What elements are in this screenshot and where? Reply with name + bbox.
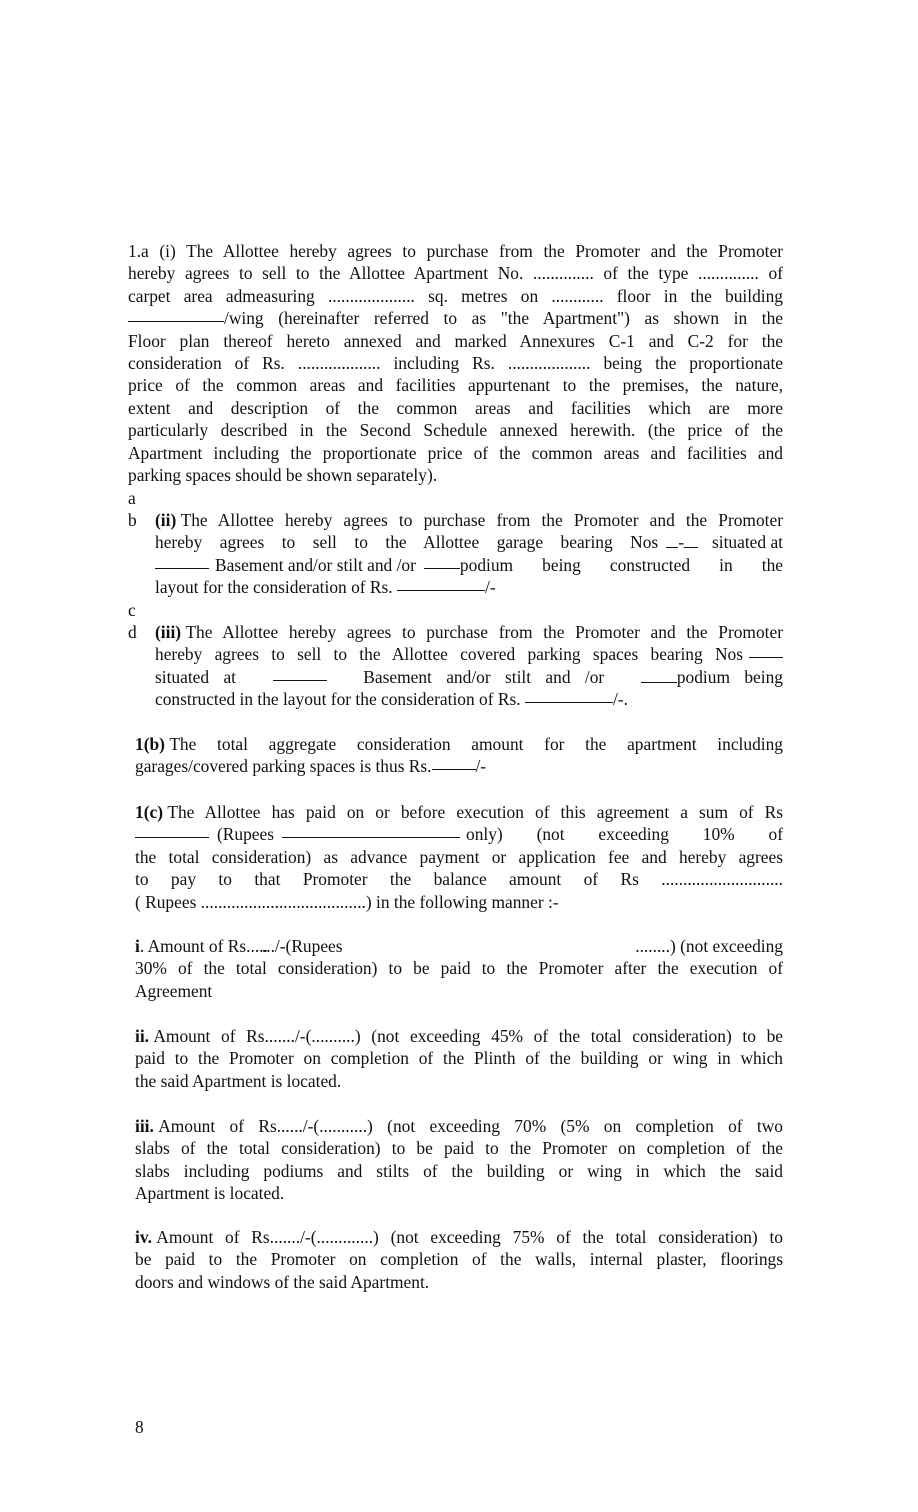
page-number: 8 [135, 1417, 144, 1437]
text-line: extent and description of the common areas and facilities which are more [128, 397, 783, 418]
list-marker-a: a [128, 488, 136, 508]
text-line: 30% of the total consideration) to be paid to the Promoter after the execution of [135, 958, 783, 979]
installment-label: iii. [135, 1116, 154, 1136]
clause-label: 1(c) [135, 802, 163, 822]
blank-line-building [128, 307, 224, 322]
text-line: particularly described in the Second Schedule annexed herewith. (the price of the [128, 420, 783, 441]
list-marker-d: d [128, 622, 137, 642]
clause-1b [135, 733, 783, 778]
text-line: (Rupees only) (not exceeding 10% of [135, 823, 783, 845]
text-line: i. Amount of Rs..... .../-(Rupees ........) (not exceeding [135, 936, 783, 956]
text-line: consideration of Rs. ................... including Rs. ................... being the proportionate [128, 353, 783, 374]
text-line: Agreement [135, 980, 213, 1001]
text-line: 1(c) The Allottee has paid on or before execution of this agreement a sum of Rs [135, 802, 783, 822]
text-line: hereby agrees to sell to the Allottee garage bearing Nos - situated at [155, 532, 783, 553]
text-line: slabs of the total consideration) to be paid to the Promoter on completion of the [135, 1138, 783, 1159]
text-line: layout for the consideration of Rs. /- [155, 577, 496, 598]
blank-podium [424, 554, 460, 569]
blank-total-amount [432, 755, 476, 770]
text-line: the said Apartment is located. [135, 1070, 342, 1091]
text-line: Apartment including the proportionate price of the common areas and facilities and [128, 442, 783, 463]
text-line: the total consideration) as advance payment or application fee and hereby agrees [135, 846, 783, 867]
text-line: constructed in the layout for the consideration of Rs. /-. [155, 689, 628, 710]
clause-1a-iii [155, 621, 783, 711]
text-line: price of the common areas and facilities appurtenant to the premises, the nature, [128, 375, 783, 396]
installment-label: ii. [135, 1026, 150, 1046]
blank-parking-nos [749, 643, 783, 658]
blank-podium [641, 668, 677, 683]
text-line: parking spaces should be shown separately). [128, 465, 438, 486]
text-line: /wing (hereinafter referred to as "the Apartment") as shown in the [128, 307, 783, 329]
clause-label: (ii) [155, 510, 177, 530]
text-line: 1.a (i) The Allottee hereby agrees to purchase from the Promoter and the Promoter [128, 241, 783, 261]
text-line: iii. Amount of Rs....../-(...........) (not exceeding 70% (5% on completion of two [135, 1116, 783, 1136]
blank-parking-amount [525, 688, 613, 703]
text-line: Basement and/or stilt and /or podium being constructed in the [155, 554, 783, 576]
text-line: Floor plan thereof hereto annexed and marked Annexures C-1 and C-2 for the [128, 330, 783, 351]
text-line: (ii) The Allottee hereby agrees to purchase from the Promoter and the Promoter [155, 510, 783, 530]
installment-i [135, 935, 783, 1002]
text-line: be paid to the Promoter on completion of the walls, internal plaster, floorings [135, 1249, 783, 1270]
text-line: Apartment is located. [135, 1183, 285, 1204]
clause-label: 1(b) [135, 734, 165, 754]
blank-advance-amount [135, 823, 209, 838]
clause-1a-i [128, 240, 783, 486]
installment-ii [135, 1025, 783, 1092]
installment-label: i [135, 936, 140, 956]
blank-advance-words [282, 823, 460, 838]
text-line: (iii) The Allottee hereby agrees to purchase from the Promoter and the Promoter [155, 622, 783, 642]
installment-label: iv. [135, 1227, 152, 1247]
text-line: paid to the Promoter on completion of the Plinth of the building or wing in which [135, 1048, 783, 1069]
clause-label: (iii) [155, 622, 182, 642]
text-line: slabs including podiums and stilts of the building or wing in which the said [135, 1160, 783, 1181]
text-line: to pay to that Promoter the balance amount of Rs ............................ [135, 869, 783, 890]
text-line: ii. Amount of Rs......./-(..........) (not exceeding 45% of the total consideration) to be [135, 1026, 783, 1046]
text-line: garages/covered parking spaces is thus Rs. /- [135, 756, 487, 777]
list-marker-b: b [128, 510, 137, 530]
text-line: iv. Amount of Rs......./-(.............) (not exceeding 75% of the total consideration) to [135, 1227, 783, 1247]
text-line: ( Rupees ......................................) in the following manner :- [135, 891, 559, 912]
text-line: hereby agrees to sell to the Allottee Apartment No. .............. of the type .............. of [128, 263, 783, 284]
clause-1c [135, 801, 783, 913]
blank-garage-amount [397, 576, 485, 591]
text-line: carpet area admeasuring .................... sq. metres on ............ floor in the building [128, 285, 783, 306]
text-line: 1(b) The total aggregate consideration amount for the apartment including [135, 734, 783, 754]
blank-basement [155, 554, 209, 569]
clause-1a-ii [155, 509, 783, 599]
text-line: doors and windows of the said Apartment. [135, 1271, 430, 1292]
installment-iv [135, 1226, 783, 1293]
blank-garage-nos: - [666, 531, 698, 553]
installment-iii [135, 1115, 783, 1205]
blank-basement [273, 666, 327, 681]
list-marker-c: c [128, 600, 136, 620]
text-line: hereby agrees to sell to the Allottee covered parking spaces bearing Nos [155, 643, 783, 665]
podium-group: podium being [641, 666, 783, 688]
text-line: situated at Basement and/or stilt and /or podium being [155, 666, 783, 687]
